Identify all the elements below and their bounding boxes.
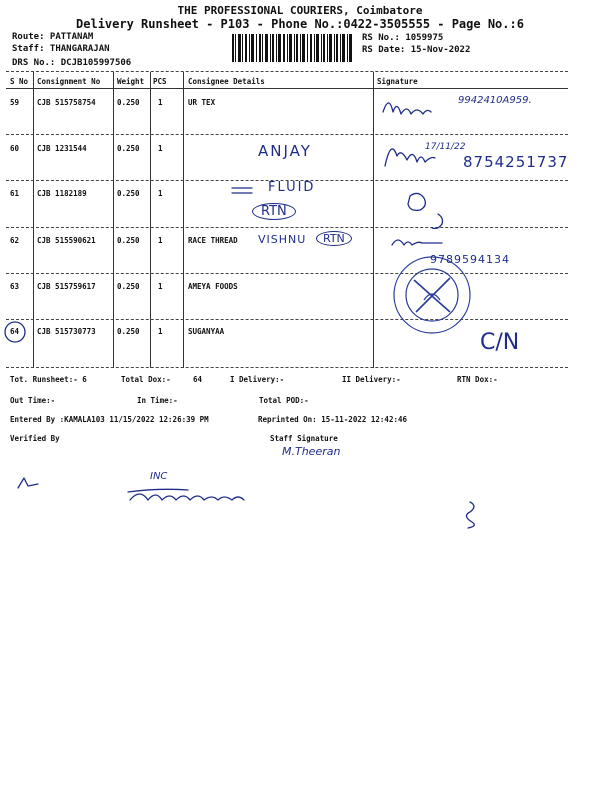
- total-pod: Total POD:-: [259, 396, 309, 405]
- underline-mark: [128, 489, 188, 492]
- rtn-dox: RTN Dox:-: [457, 375, 498, 384]
- row-consignment: CJB 515758754: [37, 98, 96, 107]
- red-circle-mark: [5, 322, 25, 342]
- margin-scribble: [466, 502, 474, 528]
- handwritten-rtn-62: RTN: [316, 231, 352, 246]
- office-stamp: [394, 257, 470, 333]
- drs-number: DRS No.: DCJB105997506: [12, 58, 132, 68]
- reprinted-on: Reprinted On: 15-11-2022 12:42:46: [258, 415, 408, 424]
- row-weight: 0.250: [117, 98, 140, 107]
- row-sno: 61: [10, 189, 20, 198]
- row-consignment: CJB 515730773: [37, 327, 96, 336]
- row-consignee: AMEYA FOODS: [188, 282, 238, 291]
- row-weight: 0.250: [117, 282, 140, 291]
- handwritten-name-62: VISHNU: [258, 233, 307, 246]
- verified-by: Verified By: [10, 434, 60, 443]
- handwritten-phone-62: 9789594134: [430, 253, 510, 266]
- row-consignee: UR TEX: [188, 98, 216, 107]
- col-consignee: Consignee Details: [188, 77, 265, 86]
- col-sno: S No: [10, 77, 29, 86]
- row-pcs: 1: [158, 327, 163, 336]
- row-consignment: CJB 1182189: [37, 189, 87, 198]
- row-sno: 64: [10, 327, 20, 336]
- row-consignment: CJB 515590621: [37, 236, 96, 245]
- signature-scribble-59: [383, 103, 431, 114]
- col-weight: Weight: [117, 77, 145, 86]
- rs-number: RS No.: 1059975: [362, 33, 444, 43]
- row-pcs: 1: [158, 282, 163, 291]
- verified-initials: INC: [150, 471, 168, 482]
- row-pcs: 1: [158, 144, 163, 153]
- company-title: THE PROFESSIONAL COURIERS, Coimbatore: [177, 4, 423, 17]
- col-pcs: PCS: [153, 77, 167, 86]
- signature-scribble-62: [392, 240, 442, 245]
- rs-date: RS Date: 15-Nov-2022: [362, 45, 471, 55]
- row-weight: 0.250: [117, 327, 140, 336]
- staff-signature: M.Theeran: [282, 445, 341, 458]
- row-sno: 60: [10, 144, 20, 153]
- row-consignment: CJB 1231544: [37, 144, 87, 153]
- in-time: In Time:-: [137, 396, 178, 405]
- handwritten-cn-64: C/N: [480, 330, 520, 355]
- i-delivery: I Delivery:-: [230, 375, 285, 384]
- row-sno: 59: [10, 98, 20, 107]
- row-consignee: SUGANYAA: [188, 327, 225, 336]
- staff-label: Staff: THANGARAJAN: [12, 44, 110, 54]
- col-consignment: Consignment No: [37, 77, 101, 86]
- row-weight: 0.250: [117, 144, 140, 153]
- handwritten-date-60: 17/11/22: [425, 142, 466, 152]
- row-weight: 0.250: [117, 189, 140, 198]
- handwritten-name-61: FLUID: [268, 180, 316, 195]
- tot-runsheet: Tot. Runsheet:- 6: [10, 375, 87, 384]
- col-signature: Signature: [377, 77, 418, 86]
- initial-mark-left: [18, 478, 38, 488]
- row-consignee: RACE THREAD: [188, 236, 238, 245]
- staff-signature-label: Staff Signature: [270, 434, 338, 443]
- row-sno: 62: [10, 236, 20, 245]
- route-label: Route: PATTANAM: [12, 32, 94, 42]
- strike-mark: [232, 188, 252, 193]
- row-sno: 63: [10, 282, 20, 291]
- row-pcs: 1: [158, 236, 163, 245]
- ink-blot: [408, 193, 425, 210]
- ink-mark: [432, 214, 443, 229]
- total-dox-label: Total Dox:-: [121, 375, 171, 384]
- handwritten-name-60: ANJAY: [258, 142, 312, 160]
- out-time: Out Time:-: [10, 396, 56, 405]
- ii-delivery: II Delivery:-: [342, 375, 401, 384]
- total-dox-value: 64: [193, 375, 203, 384]
- handwritten-phone-59: 9942410A959.: [458, 95, 532, 106]
- row-weight: 0.250: [117, 236, 140, 245]
- row-pcs: 1: [158, 98, 163, 107]
- handwritten-rtn-61: RTN: [252, 203, 296, 220]
- entered-by: Entered By :KAMALA103 11/15/2022 12:26:39 PM: [10, 415, 209, 424]
- handwritten-phone-60: 8754251737: [463, 153, 569, 171]
- verified-signature: [130, 494, 244, 500]
- row-consignment: CJB 515759617: [37, 282, 96, 291]
- row-pcs: 1: [158, 189, 163, 198]
- runsheet-subtitle: Delivery Runsheet - P103 - Phone No.:0422-3505555 - Page No.:6: [76, 17, 524, 31]
